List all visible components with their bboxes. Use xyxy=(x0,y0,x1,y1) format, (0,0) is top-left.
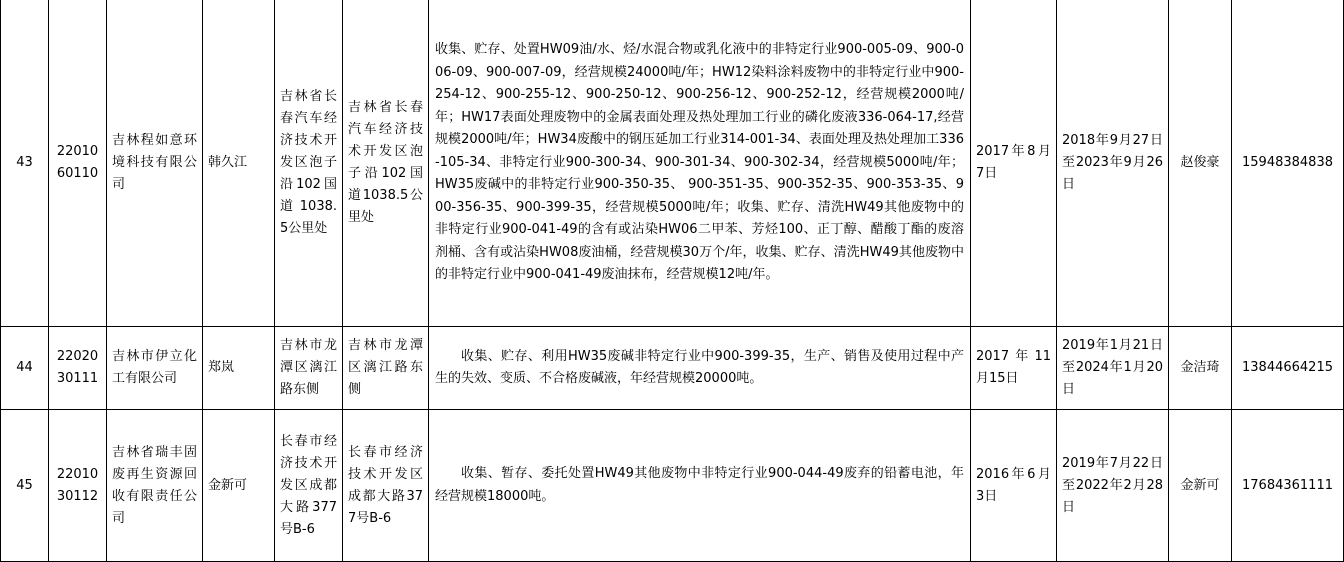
table-row xyxy=(1,0,1344,327)
contact-person: 金新可 xyxy=(1169,410,1232,562)
row-number: 44 xyxy=(1,327,49,410)
operating-site: 长春市经济技术开发区成都大路377号B-6 xyxy=(343,410,429,562)
table-row xyxy=(1,410,1344,562)
registered-address: 吉林省长春汽车经济技术开发区泡子沿102国道1038.5公里处 xyxy=(275,0,343,327)
contact-person: 赵俊豪 xyxy=(1169,0,1232,327)
contact-phone: 17684361111 xyxy=(1232,410,1344,562)
issue-date: 2016年6月3日 xyxy=(971,410,1057,562)
business-scope: 收集、贮存、利用HW35废碱非特定行业中900-399-35，生产、销售及使用过程中产生的失效、变质、不合格废碱液，年经营规模20000吨。 xyxy=(429,327,971,410)
legal-representative: 韩久江 xyxy=(203,0,275,327)
company-name: 吉林市伊立化工有限公司 xyxy=(107,327,203,410)
registered-address: 长春市经济技术开发区成都大路377号B-6 xyxy=(275,410,343,562)
validity-period: 2018年9月27日至2023年9月26日 xyxy=(1057,0,1169,327)
registered-address: 吉林市龙潭区漓江路东侧 xyxy=(275,327,343,410)
license-code: 2201060110 xyxy=(49,0,107,327)
row-number: 43 xyxy=(1,0,49,327)
contact-phone: 15948384838 xyxy=(1232,0,1344,327)
operating-site: 吉林市龙潭区漓江路东侧 xyxy=(343,327,429,410)
row-number: 45 xyxy=(1,410,49,562)
contact-person: 金洁琦 xyxy=(1169,327,1232,410)
validity-period: 2019年1月21日至2024年1月20日 xyxy=(1057,327,1169,410)
legal-representative: 金新可 xyxy=(203,410,275,562)
business-scope: 收集、贮存、处置HW09油/水、烃/水混合物或乳化液中的非特定行业900-005-09、900-006-09、900-007-09，经营规模24000吨/年；HW12染料涂料废物中的非特定行业中900-254-12、900-255-12、900-250-12、900-256-12、900-252-12，经营规模2000吨/年；HW17表面处理废物中的金属表面处理及热处理加工行业的磷化废液336-064-17,经营规模2000吨/年；HW34废酸中的钢压延加工行业314-001-34、表面处理及热处理加工336-105-34、非特定行业900-300-34、900-301-34、900-302-34，经营规模5000吨/年； HW35废碱中的非特定行业900-350-35、 900-351-35、900-352-35、900-353-35、900-356-35、900-399-35，经营规模5000吨/年；收集、贮存、清洗HW49其他废物中的非特定行业900-041-49的含有或沾染HW06二甲苯、芳烃100、正丁醇、醋酸丁酯的废溶剂桶、含有或沾染HW08废油桶，经营规模30万个/年，收集、贮存、清洗HW49其他废物中的非特定行业中900-041-49废油抹布，经营规模12吨/年。 xyxy=(429,0,971,327)
company-name: 吉林省瑞丰固废再生资源回收有限责任公司 xyxy=(107,410,203,562)
business-scope: 收集、暂存、委托处置HW49其他废物中非特定行业900-044-49废弃的铅蓄电池，年经营规模18000吨。 xyxy=(429,410,971,562)
issue-date: 2017年8月7日 xyxy=(971,0,1057,327)
company-name: 吉林程如意环境科技有限公司 xyxy=(107,0,203,327)
operating-site: 吉林省长春汽车经济技术开发区泡子沿102国道1038.5公里处 xyxy=(343,0,429,327)
table-row xyxy=(1,327,1344,410)
license-code: 2202030111 xyxy=(49,327,107,410)
issue-date: 2017年11月15日 xyxy=(971,327,1057,410)
validity-period: 2019年7月22日至2022年2月28日 xyxy=(1057,410,1169,562)
license-code: 2201030112 xyxy=(49,410,107,562)
legal-representative: 郑岚 xyxy=(203,327,275,410)
contact-phone: 13844664215 xyxy=(1232,327,1344,410)
